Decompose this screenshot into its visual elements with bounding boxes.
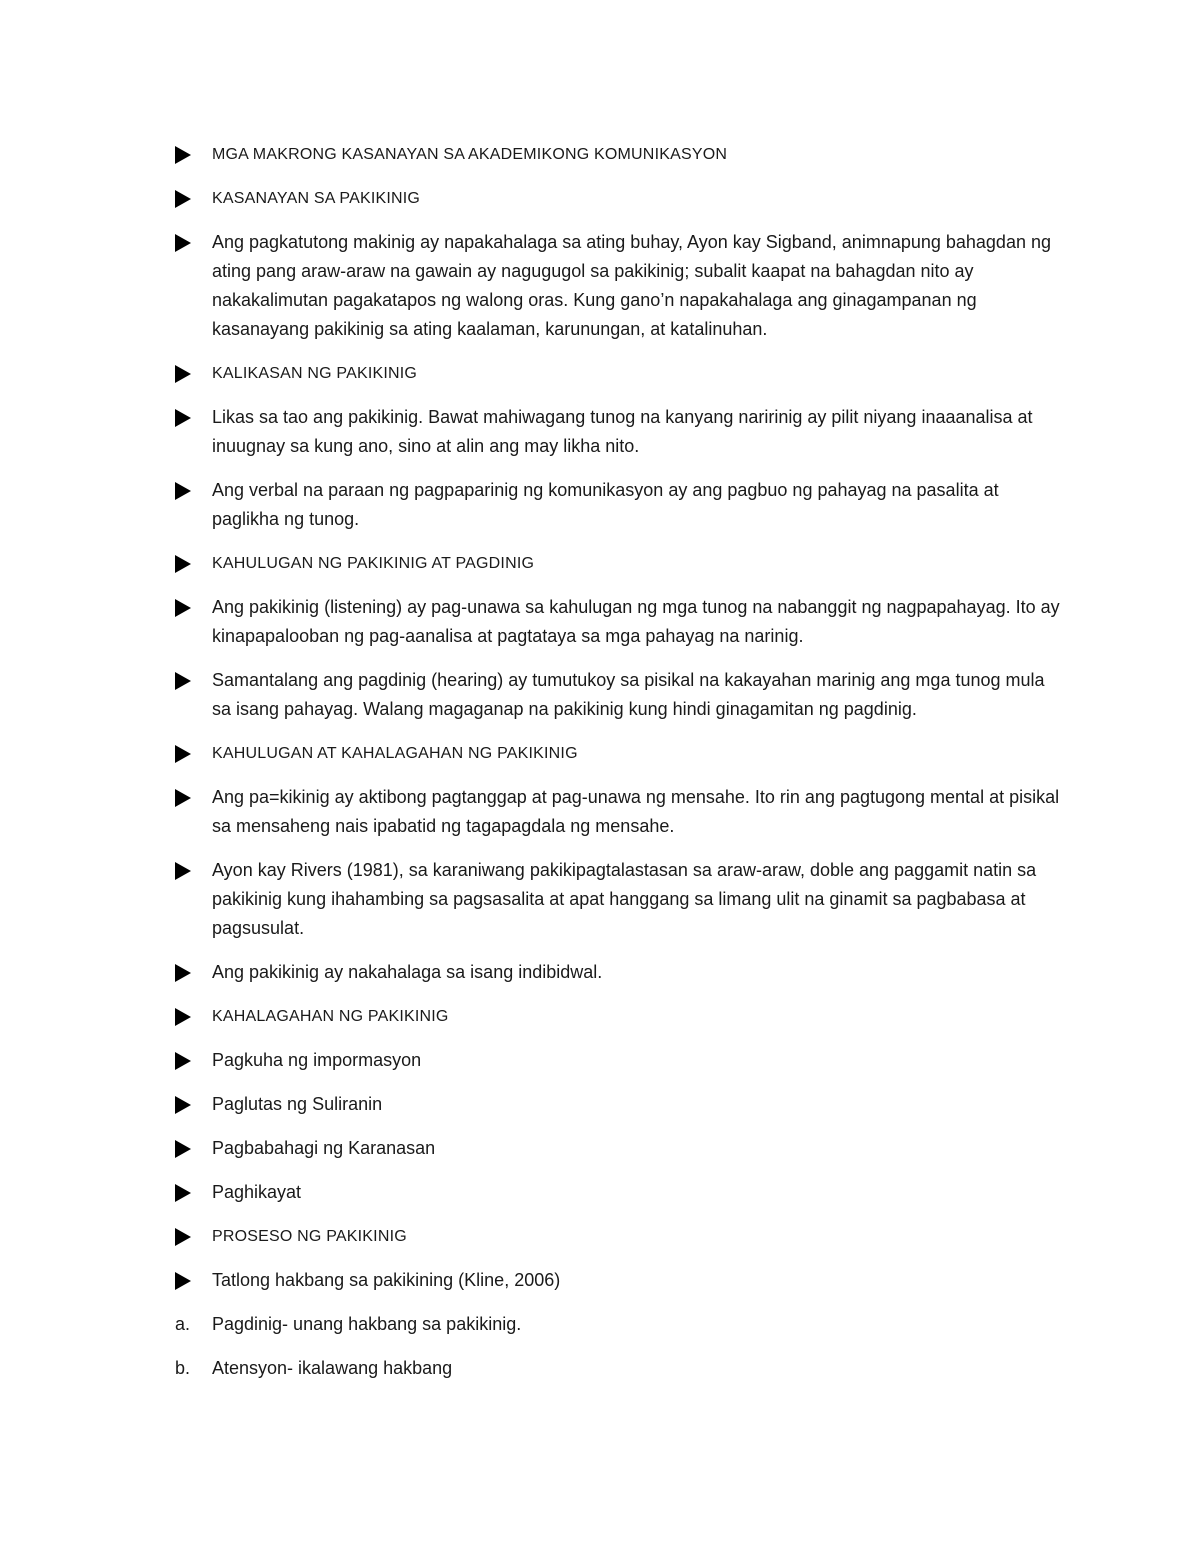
arrow-bullet-icon xyxy=(175,549,212,578)
item-text: Pagbabahagi ng Karanasan xyxy=(212,1138,436,1158)
item-text: Pagdinig- unang hakbang sa pakikinig. xyxy=(212,1314,522,1334)
item-text: Samantalang ang pagdinig (hearing) ay tumutukoy sa pisikal na kakayahan marinig ang mga tunog mula sa isang pahayag. Walang magaganap na pakikinig kung hindi ginagamitan ng pagdinig. xyxy=(212,670,1045,719)
item-text: Ang pagkatutong makinig ay napakahalaga sa ating buhay, Ayon kay Sigband, animnapung bahagdan ng ating pang araw-araw na gawain ay nagugugol sa pakikinig; subalit kaapat na bahagdan nito ay nakakalimutan pagakatapos ng walong oras. Kung gano’n napakahalaga ang ginagampanan ng kasanayang pakikinig sa ating kaalaman, karunungan, at katalinuhan. xyxy=(212,232,1051,339)
list-item xyxy=(175,593,1065,651)
item-text: Tatlong hakbang sa pakikining (Kline, 2006) xyxy=(212,1270,561,1290)
section-heading-item xyxy=(175,1222,1065,1251)
bullet-list xyxy=(175,140,1065,1398)
arrow-bullet-icon xyxy=(175,476,212,505)
arrow-bullet-icon xyxy=(175,958,212,987)
list-item xyxy=(175,228,1065,344)
item-text: Ang pa=kikinig ay aktibong pagtanggap at pag-unawa ng mensahe. Ito rin ang pagtugong mental at pisikal sa mensaheng nais ipabatid ng tagapagdala ng mensahe. xyxy=(212,787,1060,836)
item-text: Ayon kay Rivers (1981), sa karaniwang pakikipagtalastasan sa araw-araw, doble ang paggamit natin sa pakikinig kung ihahambing sa pagsasalita at apat hanggang sa limang ulit na ginamit sa pagbabasa at pagsusulat. xyxy=(212,860,1037,938)
arrow-bullet-icon xyxy=(175,359,212,388)
section-heading: KAHULUGAN AT KAHALAGAHAN NG PAKIKINIG xyxy=(212,745,578,762)
list-item xyxy=(175,666,1065,724)
list-item xyxy=(175,856,1065,943)
arrow-bullet-icon xyxy=(175,1134,212,1163)
section-heading-item xyxy=(175,140,1065,169)
section-heading: KAHALAGAHAN NG PAKIKINIG xyxy=(212,1008,449,1025)
list-item xyxy=(175,1046,1065,1075)
item-text: Ang verbal na paraan ng pagpaparinig ng komunikasyon ay ang pagbuo ng pahayag na pasalita at paglikha ng tunog. xyxy=(212,480,999,529)
arrow-bullet-icon xyxy=(175,593,212,622)
arrow-bullet-icon xyxy=(175,856,212,885)
section-heading: KALIKASAN NG PAKIKINIG xyxy=(212,365,418,382)
arrow-bullet-icon xyxy=(175,403,212,432)
list-item xyxy=(175,1310,1065,1339)
section-heading-item xyxy=(175,549,1065,578)
arrow-bullet-icon xyxy=(175,1002,212,1031)
arrow-bullet-icon xyxy=(175,783,212,812)
letter-marker: b. xyxy=(175,1358,191,1378)
section-heading: PROSESO NG PAKIKINIG xyxy=(212,1228,407,1245)
list-item xyxy=(175,1354,1065,1383)
section-heading-item xyxy=(175,739,1065,768)
section-heading: MGA MAKRONG KASANAYAN SA AKADEMIKONG KOMUNIKASYON xyxy=(212,146,728,163)
list-item xyxy=(175,1266,1065,1295)
arrow-bullet-icon xyxy=(175,228,212,257)
section-heading: KAHULUGAN NG PAKIKINIG AT PAGDINIG xyxy=(212,555,535,572)
list-item xyxy=(175,1178,1065,1207)
arrow-bullet-icon xyxy=(175,1222,212,1251)
section-heading-item xyxy=(175,184,1065,213)
arrow-bullet-icon xyxy=(175,1266,212,1295)
item-text: Paghikayat xyxy=(212,1182,302,1202)
item-text: Likas sa tao ang pakikinig. Bawat mahiwagang tunog na kanyang naririnig ay pilit niyang inaaanalisa at inuugnay sa kung ano, sino at alin ang may likha nito. xyxy=(212,407,1033,456)
arrow-bullet-icon xyxy=(175,140,212,169)
arrow-bullet-icon xyxy=(175,666,212,695)
item-text: Ang pakikinig (listening) ay pag-unawa sa kahulugan ng mga tunog na nabanggit ng nagpapahayag. Ito ay kinapapalooban ng pag-aanalisa at pagtataya sa mga pahayag na narinig. xyxy=(212,597,1060,646)
letter-marker: a. xyxy=(175,1314,191,1334)
item-text: Paglutas ng Suliranin xyxy=(212,1094,383,1114)
arrow-bullet-icon xyxy=(175,1178,212,1207)
list-item xyxy=(175,958,1065,987)
arrow-bullet-icon xyxy=(175,1046,212,1075)
arrow-bullet-icon xyxy=(175,739,212,768)
section-heading-item xyxy=(175,1002,1065,1031)
item-text: Atensyon- ikalawang hakbang xyxy=(212,1358,453,1378)
list-item xyxy=(175,783,1065,841)
section-heading-item xyxy=(175,359,1065,388)
list-item xyxy=(175,476,1065,534)
list-item xyxy=(175,1134,1065,1163)
item-text: Ang pakikinig ay nakahalaga sa isang indibidwal. xyxy=(212,962,603,982)
section-heading: KASANAYAN SA PAKIKINIG xyxy=(212,190,421,207)
item-text: Pagkuha ng impormasyon xyxy=(212,1050,422,1070)
arrow-bullet-icon xyxy=(175,184,212,213)
list-item xyxy=(175,403,1065,461)
list-item xyxy=(175,1090,1065,1119)
arrow-bullet-icon xyxy=(175,1090,212,1119)
